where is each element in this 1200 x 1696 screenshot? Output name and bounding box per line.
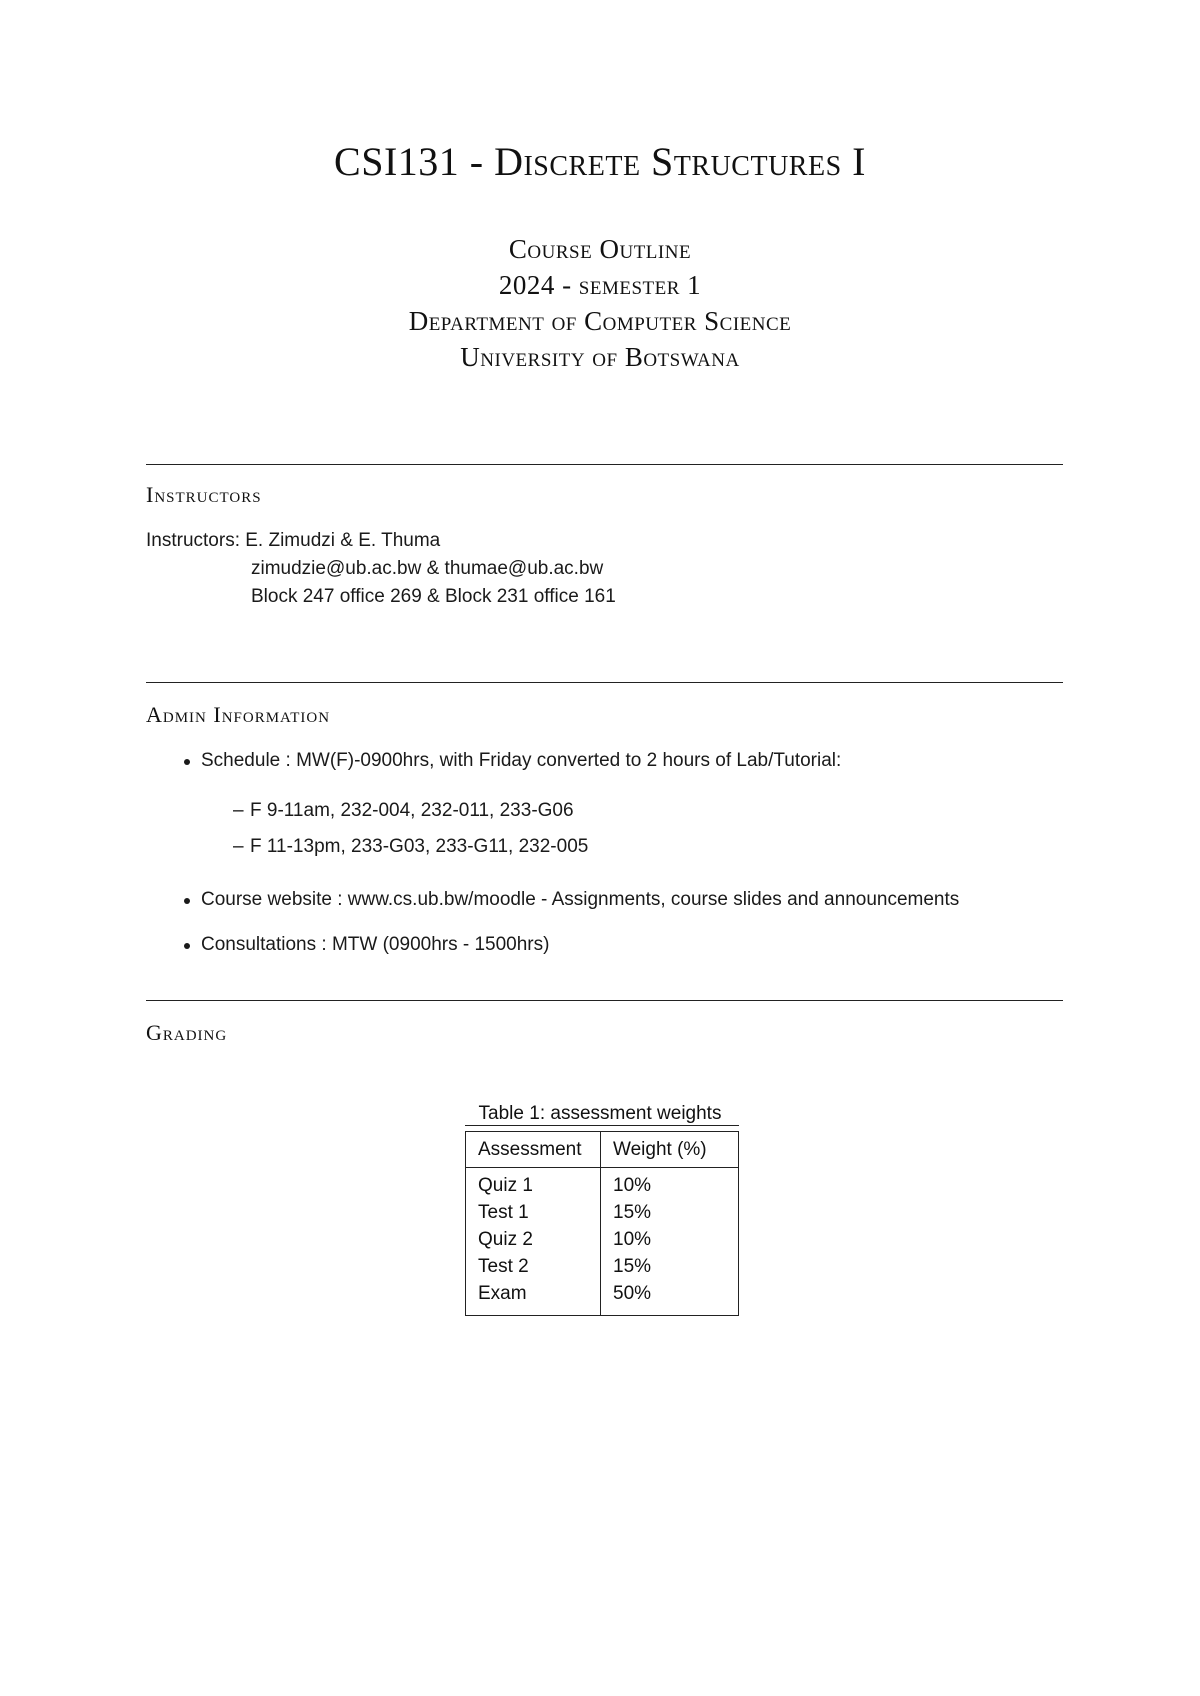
weight-cell: 15%: [613, 1256, 652, 1277]
weight-cell: 15%: [613, 1202, 652, 1223]
table-row: [466, 1226, 739, 1253]
assessment-cell: Quiz 2: [466, 1226, 601, 1253]
table-caption: Table 1: assessment weights: [478, 1103, 722, 1124]
weight-cell: 50%: [613, 1283, 652, 1304]
table-row: [466, 1199, 739, 1226]
dash-icon: –: [233, 800, 244, 821]
table-top-rule: [465, 1125, 739, 1126]
dash-icon: –: [233, 836, 244, 857]
bullet-icon: [184, 898, 190, 904]
table-row: [466, 1280, 739, 1316]
bullet-icon: [184, 943, 190, 949]
grading-heading: Grading: [146, 1020, 228, 1045]
instructors-offices: Block 247 office 269 & Block 231 office 161: [251, 586, 616, 607]
admin-heading: Admin Information: [146, 702, 331, 727]
weight-cell: 10%: [613, 1175, 652, 1196]
instructors-emails: zimudzie@ub.ac.bw & thumae@ub.ac.bw: [251, 558, 604, 579]
section-divider-instructors: [146, 464, 1063, 465]
weight-cell: 10%: [613, 1229, 652, 1250]
subtitle-semester: 2024 - semester 1: [498, 270, 702, 300]
admin-consultations: Consultations : MTW (0900hrs - 1500hrs): [201, 934, 550, 955]
instructors-heading: Instructors: [146, 482, 262, 507]
assessment-cell: Exam: [466, 1280, 601, 1316]
section-divider-admin: [146, 682, 1063, 683]
column-header-weight: Weight (%): [601, 1132, 739, 1168]
table-row: [466, 1168, 739, 1200]
column-header-assessment: Assessment: [466, 1132, 601, 1168]
instructors-names: Instructors: E. Zimudzi & E. Thuma: [146, 530, 441, 551]
schedule-slot-1: F 9-11am, 232-004, 232-011, 233-G06: [250, 800, 574, 821]
bullet-icon: [184, 759, 190, 765]
assessment-cell: Test 1: [466, 1199, 601, 1226]
subtitle-course-outline: Course Outline: [508, 234, 692, 264]
schedule-slot-2: F 11-13pm, 233-G03, 233-G11, 232-005: [250, 836, 589, 857]
table-row: [466, 1253, 739, 1280]
assessment-weights-table: [465, 1131, 739, 1316]
assessment-cell: Quiz 1: [466, 1168, 601, 1200]
assessment-cell: Test 2: [466, 1253, 601, 1280]
admin-schedule: Schedule : MW(F)-0900hrs, with Friday converted to 2 hours of Lab/Tutorial:: [201, 750, 842, 771]
subtitle-department: Department of Computer Science: [408, 306, 792, 336]
admin-website: Course website : www.cs.ub.bw/moodle - Assignments, course slides and announcements: [201, 889, 960, 910]
section-divider-grading: [146, 1000, 1063, 1001]
course-title: CSI131 - Discrete Structures I: [334, 139, 866, 184]
subtitle-university: University of Botswana: [460, 342, 740, 372]
table-header-row: [466, 1132, 739, 1168]
